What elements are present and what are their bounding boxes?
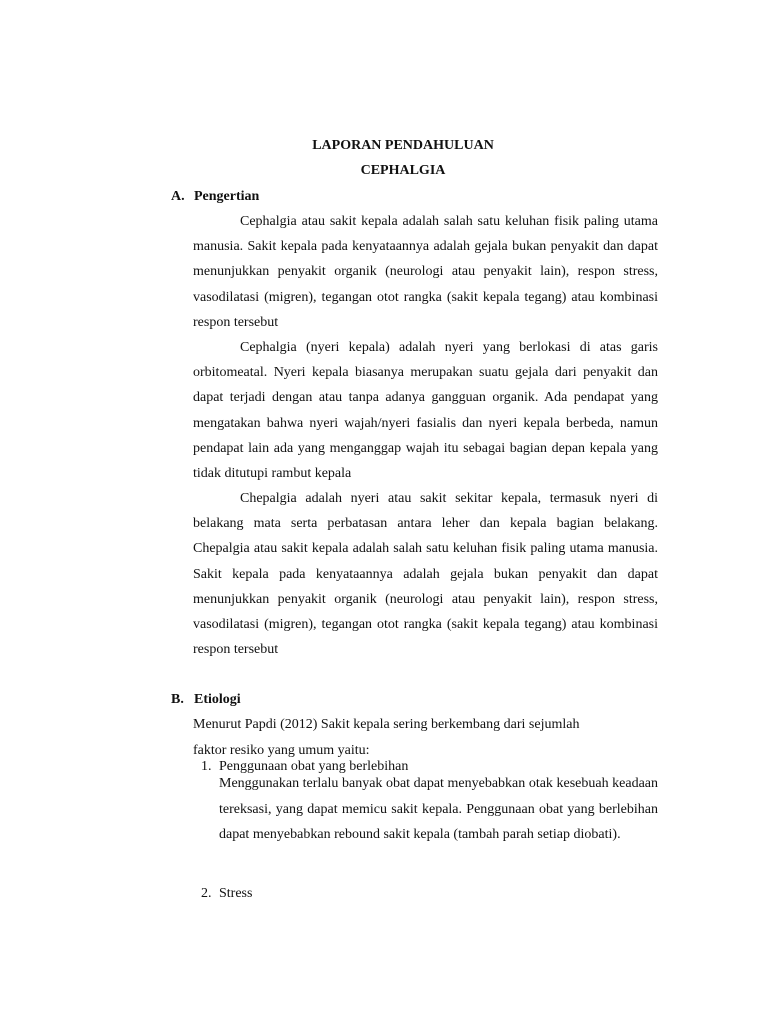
list-item-number: 1. <box>201 759 212 774</box>
list-item-title: Stress <box>219 886 253 901</box>
section-b-title: Etiologi <box>194 692 241 707</box>
section-a-paragraph-1: Cephalgia atau sakit kepala adalah salah satu keluhan fisik paling utama manusia. Sakit kepala pada kenyataannya adalah gejala bukan penyakit dan dapat menunjukkan penyakit organik (neurologi atau penyakit lain), respon stress, vasodilatasi (migren), tegangan otot rangka (sakit kepala tegang) atau kombinasi respon tersebut <box>193 214 658 330</box>
section-b-heading <box>171 691 241 709</box>
section-b-intro-line-1: Menurut Papdi (2012) Sakit kepala sering berkembang dari sejumlah <box>193 717 580 732</box>
list-item-number: 2. <box>201 886 212 901</box>
document-title: LAPORAN PENDAHULUAN <box>312 138 494 153</box>
list-item-body: Menggunakan terlalu banyak obat dapat menyebabkan otak kesebuah keadaan tereksasi, yang dapat memicu sakit kepala. Penggunaan obat yang berlebihan dapat menyebabkan rebound sakit kepala (tambah parah setiap diobati). <box>219 776 658 843</box>
document-subtitle: CEPHALGIA <box>360 163 446 178</box>
section-a-letter: A. <box>171 189 185 204</box>
section-a-paragraph-2: Cephalgia (nyeri kepala) adalah nyeri yang berlokasi di atas garis orbitomeatal. Nyeri kepala biasanya merupakan suatu gejala dari penyakit dan dapat terjadi dengan atau tanpa adanya gangguan organik. Ada pendapat yang mengatakan bahwa nyeri wajah/nyeri fasialis dan nyeri kepala berbeda, namun pendapat lain ada yang menganggap wajah itu sebagai bagian depan kepala yang tidak ditutupi rambut kepala <box>193 340 658 482</box>
section-b-letter: B. <box>171 692 184 707</box>
section-b-intro-line-2: faktor resiko yang umum yaitu: <box>193 743 370 758</box>
section-a-paragraph-3: Chepalgia adalah nyeri atau sakit sekitar kepala, termasuk nyeri di belakang mata serta perbatasan antara leher dan kepala bagian belakang. Chepalgia atau sakit kepala adalah salah satu keluhan fisik paling utama manusia. Sakit kepala pada kenyataannya adalah gejala bukan penyakit dan dapat menunjukkan penyakit organik (neurologi atau penyakit lain), respon stress, vasodilatasi (migren), tegangan otot rangka (sakit kepala tegang) atau kombinasi respon tersebut <box>193 491 658 658</box>
section-a-heading <box>171 188 259 206</box>
section-a-title: Pengertian <box>194 189 260 204</box>
list-item-title: Penggunaan obat yang berlebihan <box>219 759 409 774</box>
list-item <box>201 885 252 903</box>
